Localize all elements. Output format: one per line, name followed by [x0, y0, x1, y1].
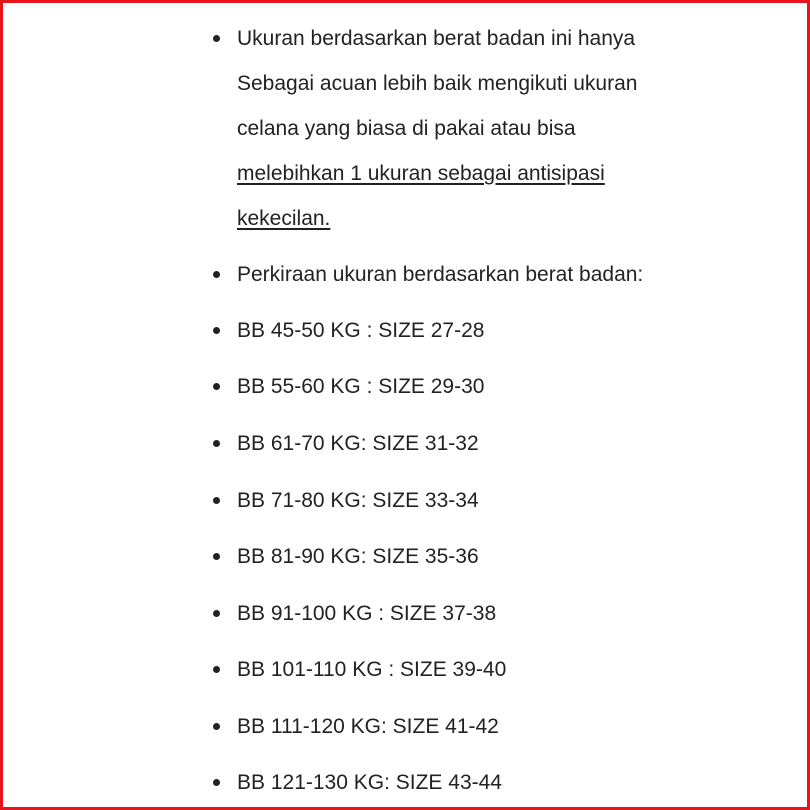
- size-text: BB 101-110 KG : SIZE 39-40: [237, 658, 507, 681]
- size-text: BB 81-90 KG: SIZE 35-36: [237, 545, 479, 568]
- bullet-icon: [213, 35, 220, 42]
- size-text: BB 111-120 KG: SIZE 41-42: [237, 715, 499, 738]
- note-line-3: celana yang biasa di pakai atau bisa: [237, 117, 576, 140]
- bullet-icon: [213, 723, 220, 730]
- note-line-4-underlined: melebihkan 1 ukuran sebagai antisipasi: [237, 162, 605, 185]
- note-line-1: Ukuran berdasarkan berat badan ini hanya: [237, 27, 636, 50]
- estimate-heading: Perkiraan ukuran berdasarkan berat badan:: [237, 263, 644, 286]
- bullet-icon: [213, 271, 220, 278]
- note-line-5-underlined: kekecilan.: [237, 207, 331, 230]
- bullet-icon: [213, 779, 220, 786]
- bullet-icon: [213, 553, 220, 560]
- bullet-icon: [213, 440, 220, 447]
- size-text: BB 45-50 KG : SIZE 27-28: [237, 319, 485, 342]
- size-text: BB 55-60 KG : SIZE 29-30: [237, 375, 485, 398]
- bullet-icon: [213, 383, 220, 390]
- size-text: BB 91-100 KG : SIZE 37-38: [237, 602, 497, 625]
- bullet-icon: [213, 327, 220, 334]
- size-text: BB 121-130 KG: SIZE 43-44: [237, 771, 502, 794]
- size-text: BB 71-80 KG: SIZE 33-34: [237, 489, 479, 512]
- bullet-icon: [213, 497, 220, 504]
- bullet-icon: [213, 666, 220, 673]
- bullet-icon: [213, 610, 220, 617]
- size-text: BB 61-70 KG: SIZE 31-32: [237, 432, 479, 455]
- note-line-2: Sebagai acuan lebih baik mengikuti ukuran: [237, 72, 638, 95]
